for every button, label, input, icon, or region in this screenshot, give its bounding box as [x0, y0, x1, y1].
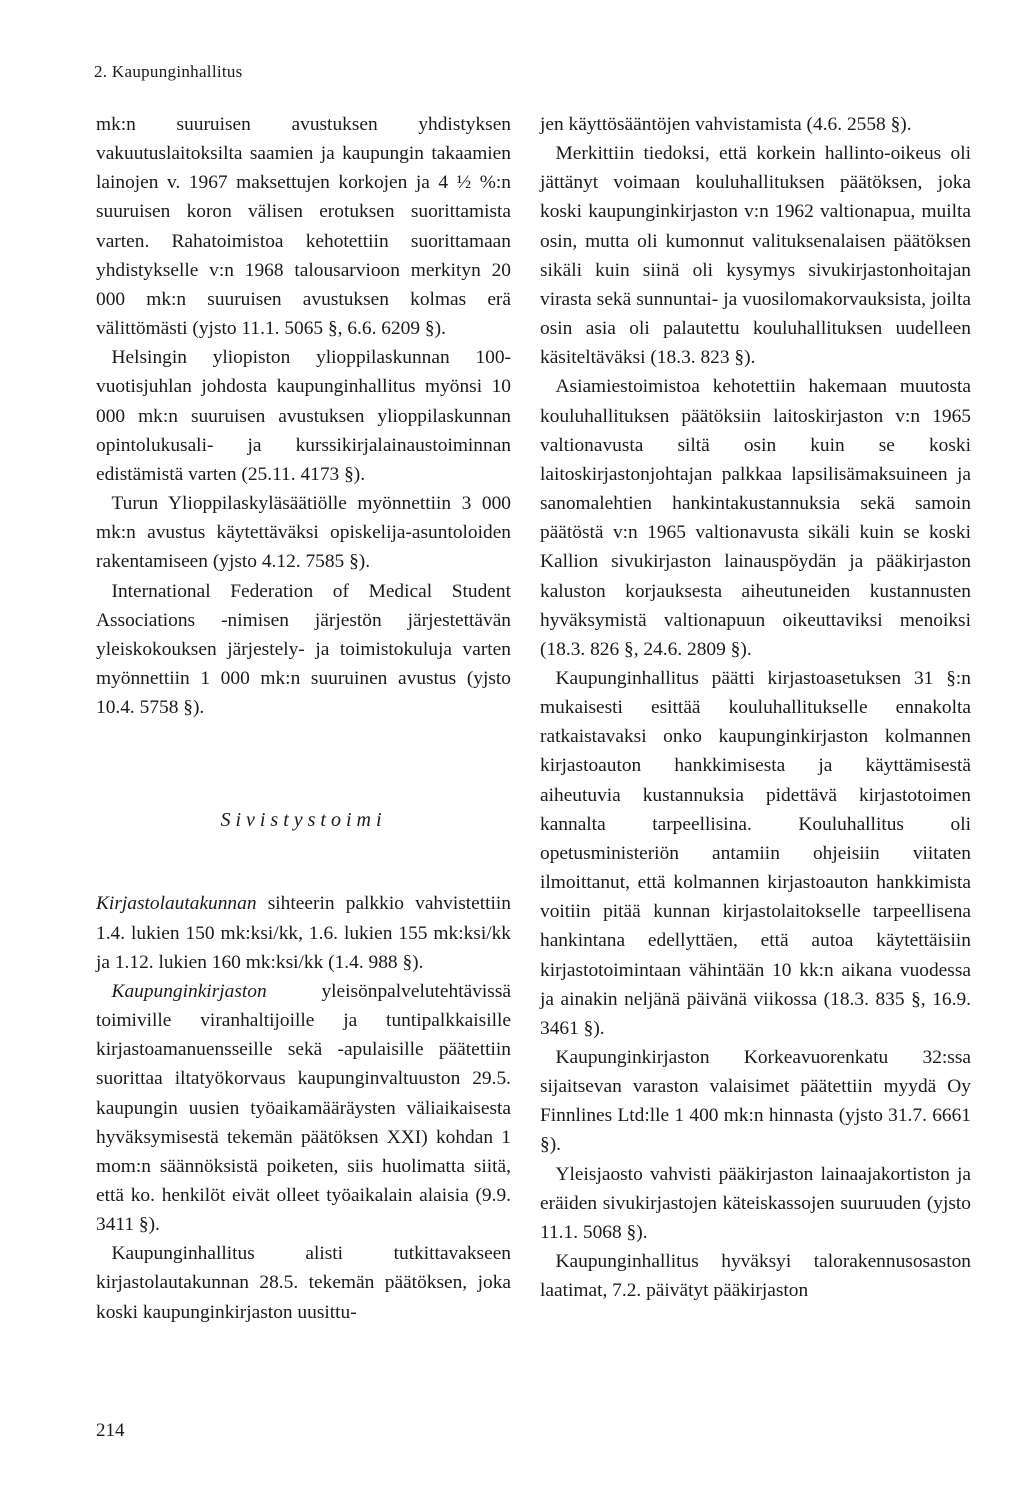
section-title: Sivistystoimi [220, 809, 387, 832]
paragraph: Kaupunginhallitus alisti tutkittavakseen kirjastolautakunnan 28.5. tekemän päätöksen, joka koski kaupunginkirjaston uusittu- [96, 1243, 511, 1323]
paragraph: Kaupunginhallitus päätti kirjastoasetuksen 31 §:n mukaisesti esittää kouluhallitukselle ennakolta ratkaistavaksi onko kaupunginkirjaston kolmannen kirjastoauton hankkimisesta ja käyttämisestä aiheutuvia kustannuksia pidettävä kirjastotoimen kannalta tarpeellisina. Kouluhallitus oli opetusministeriön antamiin ohjeisiin viitaten ilmoittanut, että kolmannen kirjastoauton hankkimista voitiin pitää kunnan kirjastolaitokselle tarpeellisena hankintana edellyttäen, että autoa käytettäisiin kirjastotoimintaan vähintään 10 kk:n aikana vuodessa ja ainakin neljänä päivänä viikossa (18.3. 835 §, 16.9. 3461 §). [540, 667, 971, 1039]
paragraph: Kaupunginhallitus hyväksyi talorakennusosaston laatimat, 7.2. päivätyt pääkirjaston [540, 1251, 971, 1302]
paragraph: Helsingin yliopiston ylioppilaskunnan 100-vuotisjuhlan johdosta kaupunginhallitus myönsi 10 000 mk:n suuruisen avustuksen ylioppilaskunnan opintolukusali- ja kurssikirjalainaustoiminnan edistämistä varten (25.11. 4173 §). [96, 347, 511, 485]
paragraph: Asiamiestoimistoa kehotettiin hakemaan muutosta kouluhallituksen päätöksiin laitoskirjaston v:n 1965 valtionavusta siltä osin kuin se koski laitoskirjastonjohtajan palkkaa lapsilisämaksuineen ja sanomalehtien hankintakustannuksia sekä samoin päätöstä v:n 1965 valtionavusta sikäli kuin se koski Kallion sivukirjaston lainauspöydän ja pääkirjaston kaluston korjauksesta aiheutuneiden kustannusten hyväksymistä valtionapuun oikeuttaviksi menoiksi (18.3. 826 §, 24.6. 2809 §). [540, 376, 971, 660]
paragraph: Kaupunginkirjaston Korkeavuorenkatu 32:ssa sijaitsevan varaston valaisimet päätettiin myydä Oy Finnlines Ltd:lle 1 400 mk:n hinnasta (yjsto 31.7. 6661 §). [540, 1047, 971, 1156]
paragraph [96, 889, 511, 976]
paragraph: jen käyttösääntöjen vahvistamista (4.6. 2558 §). [540, 114, 912, 135]
paragraph-body: yleisönpalvelutehtävissä toimiville viranhaltijoille ja tuntipalkkaisille kirjastoamanuensseille sekä -apulaisille päätettiin suorittaa iltatyökorvaus kaupunginvaltuuston 29.5. kaupungin uusien työaikamääräysten väliaikaisesta hyväksymisestä tekemän päätöksen XXI) kohdan 1 mom:n säännöksistä poiketen, siis huolimatta siitä, että ko. henkilöt eivät olleet työaikalain alaisia (9.9. 3411 §). [96, 980, 511, 1236]
right-column [540, 110, 971, 1305]
paragraph-body: sihteerin palkkio vahvistettiin 1.4. lukien 150 mk:ksi/kk, 1.6. lukien 155 mk:ksi/kk ja 1.12. lukien 160 mk:ksi/kk (1.4. 988 §). [96, 893, 511, 973]
running-header: 2. Kaupunginhallitus [94, 62, 243, 81]
left-column [96, 110, 511, 1327]
paragraph: International Federation of Medical Student Associations -nimisen järjestön järjestettävän yleiskokouksen järjestely- ja toimistokuluja varten myönnettiin 1 000 mk:n suuruinen avustus (yjsto 10.4. 5758 §). [96, 580, 511, 719]
page-number: 214 [96, 1420, 125, 1441]
paragraph: mk:n suuruisen avustuksen yhdistyksen vakuutuslaitoksilta saamien ja kaupungin takaamien lainojen v. 1967 maksettujen korkojen ja 4 ½ %:n suuruisen koron välisen erotuksen suorittamista varten. Rahatoimistoa kehotettiin suorittamaan yhdistykselle v:n 1968 talousarvioon merkityn 20 000 mk:n suuruisen avustuksen kolmas erä välittömästi (yjsto 11.1. 5065 §, 6.6. 6209 §). [96, 114, 511, 340]
paragraph: Merkittiin tiedoksi, että korkein hallinto-oikeus oli jättänyt voimaan kouluhallituksen päätöksen, joka koski kaupunginkirjaston v:n 1962 valtionapua, muilta osin, mutta oli kumonnut valituksenalaisen päätöksen sikäli kuin siinä oli kysymys sivukirjastonhoitajan virasta sekä sunnuntai- ja vuosilomakorvauksista, joilta osin asia oli palautettu kouluhallituksen uudelleen käsiteltäväksi (18.3. 823 §). [540, 143, 971, 369]
paragraph: Turun Ylioppilaskyläsäätiölle myönnettiin 3 000 mk:n avustus käytettäväksi opiskelija-asuntoloiden rakentamiseen (yjsto 4.12. 7585 §). [96, 493, 511, 573]
paragraph-lead: Kirjastolautakunnan [96, 893, 257, 915]
paragraph [96, 977, 511, 1239]
paragraph-lead: Kaupunginkirjaston [111, 980, 267, 1002]
paragraph: Yleisjaosto vahvisti pääkirjaston lainaajakortiston ja eräiden sivukirjastojen käteiskassojen suuruuden (yjsto 11.1. 5068 §). [540, 1163, 971, 1243]
